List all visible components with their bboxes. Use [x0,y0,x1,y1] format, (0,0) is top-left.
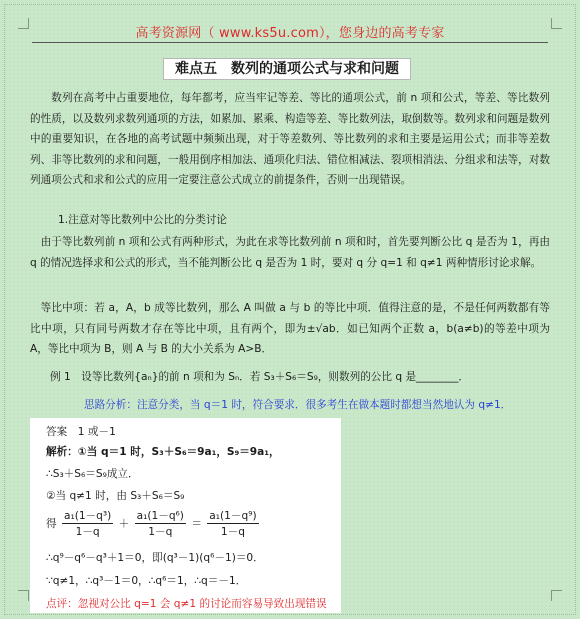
margin-corner-mark [18,590,29,601]
equation-prefix: 得 [46,518,57,530]
answer-line: 答案 1 或－1 [46,426,116,438]
fraction [207,508,258,539]
section2-paragraph: 等比中项：若 a，A，b 成等比数列，那么 A 叫做 a 与 b 的等比中项．值得注意的是，不是任何两数都有等比中项，只有同号两数才存在等比中项，且有两个，即为±√ab．如已知两个正数 a，b(a≠b)的等差中项为 A，等比中项为 B，则 A 与 B 的大小关系为 A>B． [30,302,550,355]
intro-paragraph: 数列在高考中占重要地位，每年都考，应当牢记等差、等比的通项公式，前 n 项和公式，等差、等比数列的性质，以及数列求数列通项的方法，如累加、累乘、构造等差、等比数列法，取倒数等。数列求和问题是数列中的重要知识，在各地的高考试题中频频出现，对于等差数列、等比数列的求和主要是运用公式；而非等差数列、非等比数列的求和问题，一般用倒序相加法、通项化归法、错位相减法、裂项相消法、分组求和法等，对数列通项公式和求和公式的应用一定要注意公式成立的前提条件，否则一出现错误。 [30,92,550,186]
answer-box [30,418,341,613]
solution-line: ∵q≠1，∴q³－1＝0，∴q⁶＝1，∴q＝－1． [46,575,247,587]
analysis-hint: 思路分析：注意分类，当 q＝1 时，符合要求．很多考生在做本题时都想当然地认为 q≠1． [84,399,512,411]
example-question: 例 1 设等比数列{aₙ}的前 n 项和为 Sₙ．若 S₃＋S₆＝S₉，则数列的公比 q 是________． [50,371,470,383]
fraction-numerator: a₁(1－q⁶) [136,510,184,522]
comment-note: 点评：忽视对公比 q=1 会 q≠1 的讨论而容易导致出现错误 [46,598,327,610]
fraction-equation [46,508,261,538]
page-header: 高考资源网（ www.ks5u.com），您身边的高考专家 [135,26,445,41]
equals-sign: ＝ [191,518,202,530]
section-heading: 1.注意对等比数列中公比的分类讨论 [58,214,228,226]
solution-line: ∴S₃＋S₆＝S₉成立． [46,468,139,480]
header-divider [32,42,548,43]
margin-corner-mark [551,590,562,601]
fraction-numerator: a₁(1－q⁹) [209,510,257,522]
section1-paragraph: 由于等比数列前 n 项和公式有两种形式，为此在求等比数列前 n 项和时，首先要判断公比 q 是否为 1，再由 q 的情况选择求和公式的形式，当不能判断公比 q 是否为 1 时，要对 q 分 q=1 和 q≠1 两种情形讨论求解。 [30,236,550,269]
plus-sign: ＋ [118,518,130,530]
fraction-denominator: 1－q [220,526,245,538]
fraction-denominator: 1－q [75,526,100,538]
fraction [62,508,113,539]
solution-line: 解析：①当 q＝1 时，S₃＋S₆＝9a₁，S₉＝9a₁， [46,446,280,458]
solution-line: ∴q⁹－q⁶－q³＋1＝0，即(q³－1)(q⁶－1)＝0． [46,552,264,564]
fraction [135,508,186,539]
fraction-denominator: 1－q [148,526,173,538]
document-title: 难点五 数列的通项公式与求和问题 [163,58,411,80]
fraction-numerator: a₁(1－q³) [63,510,112,522]
solution-line: ②当 q≠1 时，由 S₃＋S₆＝S₉ [46,490,185,502]
